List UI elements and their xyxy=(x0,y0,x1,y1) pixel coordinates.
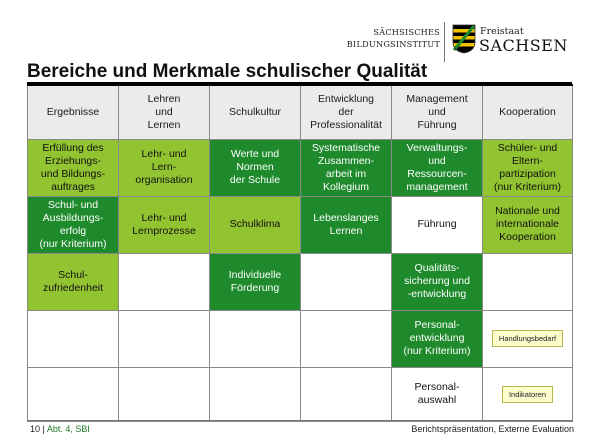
empty-cell xyxy=(119,367,210,421)
cell-line: Nationale und xyxy=(495,205,560,217)
cell-line: auftrages xyxy=(51,180,95,193)
footer-caption: Berichtspräsentation, Externe Evaluation xyxy=(411,424,574,434)
cell-line: Personal- xyxy=(414,319,460,331)
header-line: Management xyxy=(406,92,468,105)
cell-line: Schulklima xyxy=(229,218,281,230)
cell-line: management xyxy=(406,180,468,193)
cell-line: (nur Kriterium) xyxy=(39,237,107,250)
table-row xyxy=(28,310,573,367)
footer-left xyxy=(30,424,90,434)
empty-cell xyxy=(301,310,392,367)
cell-line: Normen xyxy=(236,161,274,173)
column-header xyxy=(483,85,573,139)
criterion-cell xyxy=(28,139,119,196)
cell-line: Lernprozesse xyxy=(132,224,196,237)
footer-separator: | xyxy=(42,424,45,434)
column-header xyxy=(210,85,301,139)
cell-line: und xyxy=(428,154,446,167)
column-header xyxy=(301,85,392,139)
header-line: Lehren xyxy=(147,92,181,105)
cell-line: partizipation xyxy=(499,167,556,180)
header-line: Schulkultur xyxy=(229,105,281,118)
cell-line: Zusammen- xyxy=(317,154,374,167)
cell-line: und Bildungs- xyxy=(40,167,106,180)
institute-line-2: BILDUNGSINSTITUT xyxy=(346,39,440,49)
cell-line: Schüler- und xyxy=(497,141,558,154)
institute-name xyxy=(345,26,440,50)
empty-cell xyxy=(119,253,210,310)
cell-line: Erziehungs- xyxy=(44,154,102,167)
cell-line: Personal- xyxy=(414,381,460,393)
cell-line: organisation xyxy=(135,174,193,186)
cell-line: erfolg xyxy=(59,224,87,237)
criterion-cell xyxy=(392,139,483,196)
cell-line: (nur Kriterium) xyxy=(403,345,471,357)
header-line: Führung xyxy=(417,118,457,131)
criterion-cell xyxy=(392,196,483,253)
column-header xyxy=(28,85,119,139)
cell-line: Eltern- xyxy=(512,154,543,167)
cell-line: auswahl xyxy=(417,394,457,406)
column-header xyxy=(119,85,210,139)
cell-line: Kollegium xyxy=(322,180,370,193)
cell-line: Lern- xyxy=(151,161,177,173)
empty-cell xyxy=(210,367,301,421)
cell-line: Werte und xyxy=(230,148,280,160)
empty-cell xyxy=(119,310,210,367)
criterion-cell xyxy=(301,196,392,253)
empty-cell xyxy=(210,310,301,367)
cell-line: Förderung xyxy=(230,281,280,294)
cell-line: Individuelle xyxy=(228,268,282,281)
cell-line: Lernen xyxy=(329,224,363,237)
empty-cell xyxy=(28,310,119,367)
header-line: Ergebnisse xyxy=(46,105,100,118)
column-header xyxy=(392,85,483,139)
legend-tag: Handlungsbedarf xyxy=(492,330,563,347)
cell-line: Lebenslanges xyxy=(313,211,379,224)
empty-cell xyxy=(301,367,392,421)
table-row xyxy=(28,196,573,253)
table-body xyxy=(28,139,573,421)
cell-line: Lehr- und xyxy=(141,148,187,160)
criterion-cell xyxy=(28,253,119,310)
table-row xyxy=(28,253,573,310)
empty-cell xyxy=(483,310,573,367)
cell-line: Schul- und xyxy=(47,198,99,211)
header-line: und xyxy=(155,105,173,118)
header-line: Entwicklung xyxy=(317,92,375,105)
legend-tag: Indikatoren xyxy=(502,386,553,403)
cell-line: -entwicklung xyxy=(407,288,467,300)
cell-line: entwicklung xyxy=(409,332,465,344)
cell-line: Qualitäts- xyxy=(414,262,460,274)
footer-divider xyxy=(27,420,572,421)
cell-line: internationale xyxy=(495,218,560,230)
empty-cell xyxy=(28,367,119,421)
empty-cell xyxy=(483,367,573,421)
header-line: Kooperation xyxy=(499,105,556,118)
cell-line: Systematische xyxy=(311,141,381,154)
quality-matrix-table xyxy=(27,84,573,422)
criterion-cell xyxy=(119,139,210,196)
cell-line: sicherung und xyxy=(404,275,470,287)
header-line: Professionalität xyxy=(310,118,382,131)
cell-line: arbeit im xyxy=(325,167,367,180)
page-title: Bereiche und Merkmale schulischer Qualität xyxy=(27,61,428,82)
institute-line-1: SÄCHSISCHES xyxy=(373,27,440,37)
criterion-cell xyxy=(210,139,301,196)
cell-line: Ressourcen- xyxy=(407,167,467,180)
table-row xyxy=(28,367,573,421)
cell-line: Führung xyxy=(417,218,457,230)
criterion-cell xyxy=(301,139,392,196)
criterion-cell xyxy=(483,139,573,196)
page-number: 10 xyxy=(30,424,41,434)
logo-divider xyxy=(444,22,445,62)
header-line: und xyxy=(428,105,446,118)
state-label: Freistaat xyxy=(480,26,524,37)
criterion-cell xyxy=(392,310,483,367)
empty-cell xyxy=(301,253,392,310)
table-row xyxy=(28,139,573,196)
criterion-cell xyxy=(119,196,210,253)
header-line: der xyxy=(338,105,354,118)
cell-line: Lehr- und xyxy=(141,211,187,224)
cell-line: der Schule xyxy=(229,174,281,186)
header-line: Lernen xyxy=(147,118,181,131)
header-row xyxy=(28,85,573,139)
state-name: SACHSEN xyxy=(479,36,568,55)
cell-line: zufriedenheit xyxy=(42,281,104,294)
saxony-coat-of-arms-icon xyxy=(452,24,476,54)
department-label: Abt. 4, SBI xyxy=(46,424,90,434)
criterion-cell xyxy=(210,196,301,253)
criterion-cell xyxy=(28,196,119,253)
cell-line: Kooperation xyxy=(499,231,556,243)
cell-line: (nur Kriterium) xyxy=(493,180,562,193)
cell-line: Ausbildungs- xyxy=(42,211,104,224)
criterion-cell xyxy=(392,253,483,310)
criterion-cell xyxy=(210,253,301,310)
cell-line: Erfüllung des xyxy=(42,141,104,154)
criterion-cell xyxy=(483,196,573,253)
cell-line: Schul- xyxy=(58,268,88,281)
criterion-cell xyxy=(392,367,483,421)
empty-cell xyxy=(483,253,573,310)
cell-line: Verwaltungs- xyxy=(406,141,468,154)
